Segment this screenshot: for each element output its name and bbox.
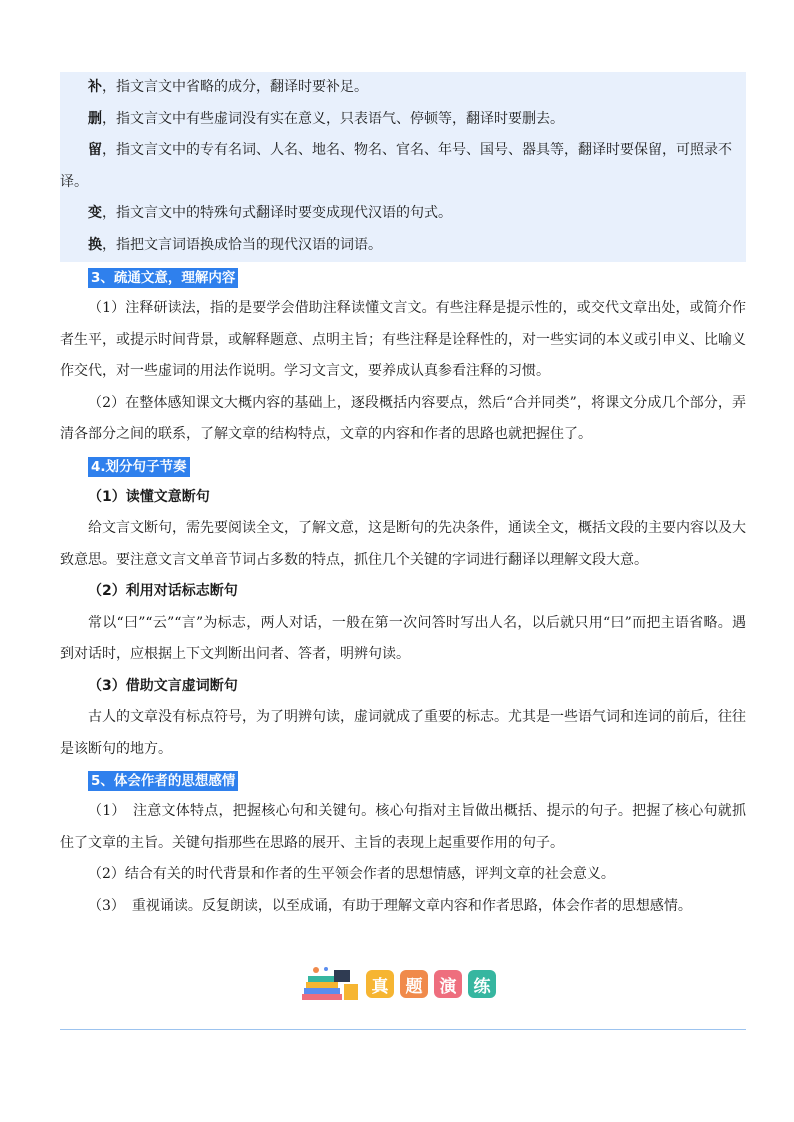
paragraph: （3） 重视诵读。反复朗读，以至成诵，有助于理解文章内容和作者思路，体会作者的思想感情。 xyxy=(88,897,692,914)
section-heading: 3、疏通文意，理解内容 xyxy=(88,268,238,288)
translation-methods-box xyxy=(60,72,746,262)
method-liu xyxy=(60,135,746,198)
banner-char: 题 xyxy=(400,970,428,998)
paragraph: （2）在整体感知课文大概内容的基础上，逐段概括内容要点，然后“合并同类”，将课文分成几个部分，弄清各部分之间的联系，了解文章的结构特点，文章的内容和作者的思路也就把握住了。 xyxy=(60,394,746,442)
method-text: ，指文言文中省略的成分，翻译时要补足。 xyxy=(102,79,368,95)
banner-char: 真 xyxy=(366,970,394,998)
method-key: 删 xyxy=(88,110,102,127)
method-bian xyxy=(60,198,746,230)
method-text: ，指把文言词语换成恰当的现代汉语的词语。 xyxy=(102,236,382,253)
method-text: ，指文言文中有些虚词没有实在意义，只表语气、停顿等，翻译时要删去。 xyxy=(102,110,564,127)
books-icon xyxy=(302,966,362,1002)
footer-divider xyxy=(60,1029,746,1030)
paragraph: （1） 注意文体特点，把握核心句和关键句。核心句指对主旨做出概括、提示的句子。把握了核心句就抓住了文章的主旨。关键句指那些在思路的展开、主旨的表现上起重要作用的句子。 xyxy=(60,803,746,851)
section-heading: 5、体会作者的思想感情 xyxy=(88,771,238,791)
banner-char: 练 xyxy=(468,970,496,998)
paragraph: 常以“曰”“云”“言”为标志，两人对话，一般在第一次问答时写出人名，以后就只用“曰”而把主语省略。遇到对话时，应根据上下文判断出问者、答者，明辨句读。 xyxy=(60,614,746,662)
method-bu xyxy=(60,72,746,104)
method-shan xyxy=(60,104,746,136)
banner-char: 演 xyxy=(434,970,462,998)
method-huan xyxy=(60,230,746,262)
paragraph: 古人的文章没有标点符号，为了明辨句读，虚词就成了重要的标志。尤其是一些语气词和连词的前后，往往是该断句的地方。 xyxy=(60,709,746,757)
method-text: ，指文言文中的专有名词、人名、地名、物名、官名、年号、国号、器具等，翻译时要保留，可照录不译。 xyxy=(60,142,732,190)
section-heading: 4.划分句子节奏 xyxy=(88,457,190,477)
document-page xyxy=(60,72,746,922)
method-text: ，指文言文中的特殊句式翻译时要变成现代汉语的句式。 xyxy=(102,205,452,221)
method-key: 换 xyxy=(88,236,102,253)
subheading: （3）借助文言虚词断句 xyxy=(88,677,238,694)
paragraph: 给文言文断句，需先要阅读全文，了解文意，这是断句的先决条件，通读全文，概括文段的主要内容以及大致意思。要注意文言文单音节词占多数的特点，抓住几个关键的字词进行翻译以理解文段大意。 xyxy=(60,520,746,568)
paragraph: （1）注释研读法，指的是要学会借助注释读懂文言文。有些注释是提示性的，或交代文章出处，或简介作者生平，或提示时间背景，或解释题意、点明主旨；有些注释是诠释性的，对一些实词的本义或引申义、比喻义作交代，对一些虚词的用法作说明。学习文言文，要养成认真参看注释的习惯。 xyxy=(60,300,746,379)
method-key: 留 xyxy=(88,142,102,158)
method-key: 变 xyxy=(88,205,102,221)
paragraph: （2）结合有关的时代背景和作者的生平领会作者的思想情感，评判文章的社会意义。 xyxy=(88,866,615,882)
method-key: 补 xyxy=(88,79,102,95)
subheading: （2）利用对话标志断句 xyxy=(88,583,238,599)
subheading: （1）读懂文意断句 xyxy=(88,488,210,505)
practice-banner xyxy=(302,966,502,1002)
